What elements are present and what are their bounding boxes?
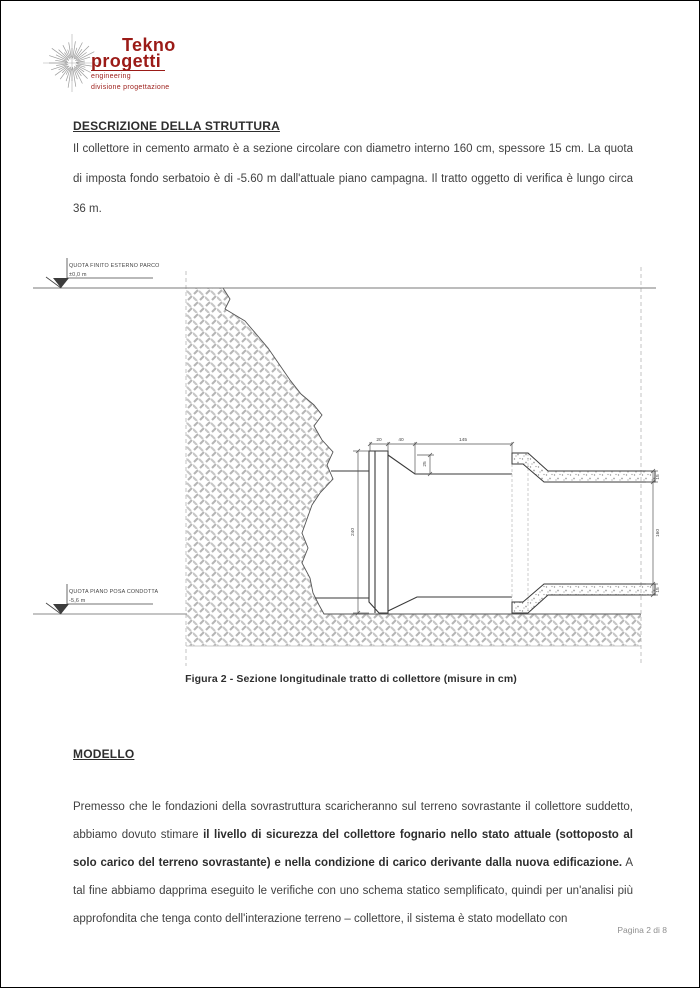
dim-25: 25	[423, 461, 428, 467]
paragraph-descrizione: Il collettore in cemento armato è a sezione circolare con diametro interno 160 cm, spessore 15 cm. La quota di imposta fondo serbatoio è di -5.60 m dall'attuale piano campagna. Il tratto oggetto di verifica è lungo circa 36 m.	[73, 143, 633, 215]
logo-tagline-2: divisione progettazione	[91, 83, 170, 91]
logo-tagline-1: engineering	[91, 73, 131, 80]
paragraph-modello-part1: Premesso che le fondazioni della sovrastruttura scaricheranno sul terreno sovrastante il collettore suddetto, abbiamo dovuto stimare	[73, 801, 633, 841]
quota-bottom-value: -5,6 m	[69, 598, 86, 604]
quota-top-value: ±0,0 m	[69, 272, 87, 278]
logo-name-line2: progetti	[91, 53, 165, 71]
section-heading-descrizione: DESCRIZIONE DELLA STRUTTURA	[73, 119, 280, 133]
dim-15-bottom: 15	[656, 587, 661, 593]
pipe-section-outline	[315, 451, 512, 613]
dim-160: 160	[656, 528, 661, 538]
quota-top-label: QUOTA FINITO ESTERNO PARCO	[69, 263, 160, 269]
dim-240: 240	[351, 527, 356, 537]
page-number: Pagina 2 di 8	[617, 925, 667, 935]
company-logo	[43, 34, 176, 92]
dim-145: 145	[458, 438, 468, 443]
logo-name-line1: Tekno	[122, 35, 176, 55]
figure-drawing	[31, 251, 681, 666]
logo-wordmark	[91, 35, 176, 92]
dim-15-top: 15	[656, 474, 661, 480]
joint-dashed-lines	[512, 453, 528, 613]
figure-caption: Figura 2 - Sezione longitudinale tratto di collettore (misure in cm)	[185, 673, 517, 685]
paragraph-modello-part2: A tal fine abbiamo dapprima eseguito le verifiche con uno schema statico semplificato, quindi per un'analisi più approfondita che tenga conto dell'interazione terreno – collettore, il sistema è stato modellato con	[73, 857, 633, 925]
pipe-wall-section	[512, 453, 655, 613]
paragraph-modello	[73, 793, 633, 933]
paragraph-modello-bold: il livello di sicurezza del collettore fognario nello stato attuale (sottoposto al solo carico del terreno sovrastante) e nella condizione di carico derivante dalla nuova edificazione.	[73, 829, 633, 869]
dim-40: 40	[398, 438, 404, 443]
section-heading-modello: MODELLO	[73, 747, 135, 761]
quota-bottom-label: QUOTA PIANO POSA CONDOTTA	[69, 589, 159, 595]
dim-20: 20	[376, 438, 382, 443]
